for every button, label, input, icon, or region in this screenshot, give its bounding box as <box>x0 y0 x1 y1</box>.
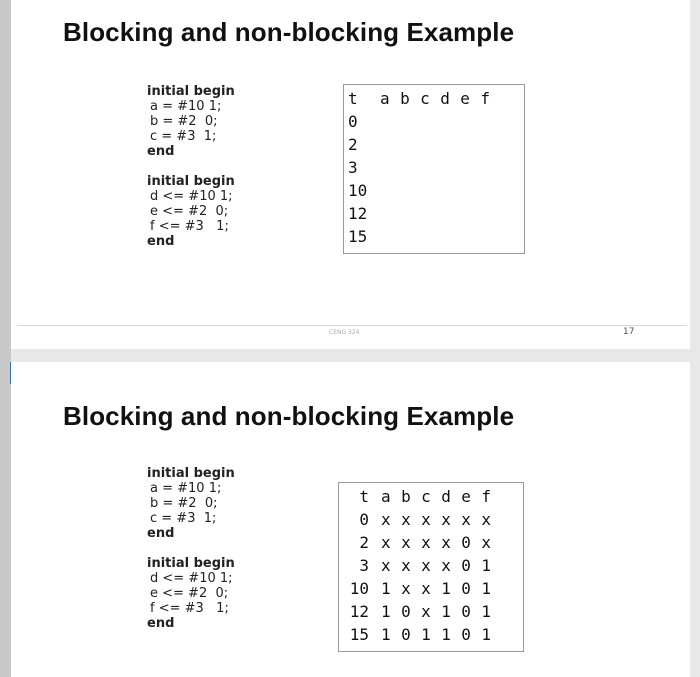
code-line: a = #10 1; <box>150 481 222 496</box>
table-row <box>344 202 524 225</box>
time-cell: 12 <box>349 602 369 621</box>
table-row <box>344 179 524 202</box>
initial-block-nonblocking <box>147 556 235 631</box>
signal-headers: a b c d e f <box>380 89 491 108</box>
slide-17 <box>11 0 690 349</box>
time-cell: 15 <box>348 227 368 246</box>
table-header-row <box>339 485 523 508</box>
code-line: d <= #10 1; <box>150 571 233 586</box>
table-row <box>344 225 524 248</box>
initial-block-blocking <box>147 84 235 159</box>
table-row <box>339 531 523 554</box>
page-number: 17 <box>623 327 635 337</box>
code-line: c = #3 1; <box>150 511 217 526</box>
time-cell: 2 <box>359 533 369 552</box>
value-cells: 1 x x 1 0 1 <box>381 579 492 598</box>
initial-block-nonblocking <box>147 174 235 249</box>
time-cell: 0 <box>359 510 369 529</box>
time-header: t <box>359 487 369 506</box>
table-row <box>344 156 524 179</box>
table-header-row <box>344 87 524 110</box>
slide-title: Blocking and non-blocking Example <box>63 401 515 431</box>
end-keyword: end <box>147 234 175 249</box>
code-line: c = #3 1; <box>150 129 217 144</box>
time-cell: 10 <box>349 579 369 598</box>
table-row <box>344 110 524 133</box>
time-cell: 3 <box>348 158 358 177</box>
table-row <box>339 623 523 646</box>
slide-title: Blocking and non-blocking Example <box>63 17 515 47</box>
time-cell: 12 <box>348 204 368 223</box>
end-keyword: end <box>147 144 175 159</box>
code-line: f <= #3 1; <box>150 601 229 616</box>
table-row <box>344 133 524 156</box>
slide-18 <box>11 362 690 677</box>
time-cell: 3 <box>359 556 369 575</box>
code-line: f <= #3 1; <box>150 219 229 234</box>
code-line: b = #2 0; <box>150 114 218 129</box>
value-cells: x x x x x x <box>381 510 492 529</box>
time-cell: 15 <box>349 625 369 644</box>
timing-table-filled <box>338 482 524 652</box>
end-keyword: end <box>147 526 175 541</box>
table-row <box>339 577 523 600</box>
value-cells: 1 0 x 1 0 1 <box>381 602 492 621</box>
table-row <box>339 554 523 577</box>
code-line: e <= #2 0; <box>150 586 229 601</box>
code-line: e <= #2 0; <box>150 204 229 219</box>
table-row <box>339 600 523 623</box>
code-line: a = #10 1; <box>150 99 222 114</box>
timing-table-empty <box>343 84 525 254</box>
initial-block-blocking <box>147 466 235 541</box>
code-line: d <= #10 1; <box>150 189 233 204</box>
footer-divider <box>17 325 687 326</box>
begin-keyword: initial begin <box>147 556 235 571</box>
course-footer: CENG 324 <box>329 329 360 336</box>
end-keyword: end <box>147 616 175 631</box>
value-cells: x x x x 0 x <box>381 533 492 552</box>
time-cell: 10 <box>348 181 368 200</box>
time-header: t <box>348 89 358 108</box>
begin-keyword: initial begin <box>147 174 235 189</box>
table-row <box>339 508 523 531</box>
value-cells: x x x x 0 1 <box>381 556 492 575</box>
left-margin-bar <box>0 0 11 677</box>
code-listing <box>147 466 235 631</box>
time-cell: 2 <box>348 135 358 154</box>
code-listing <box>147 84 235 249</box>
signal-headers: a b c d e f <box>381 487 492 506</box>
begin-keyword: initial begin <box>147 84 235 99</box>
begin-keyword: initial begin <box>147 466 235 481</box>
time-cell: 0 <box>348 112 358 131</box>
value-cells: 1 0 1 1 0 1 <box>381 625 492 644</box>
code-line: b = #2 0; <box>150 496 218 511</box>
